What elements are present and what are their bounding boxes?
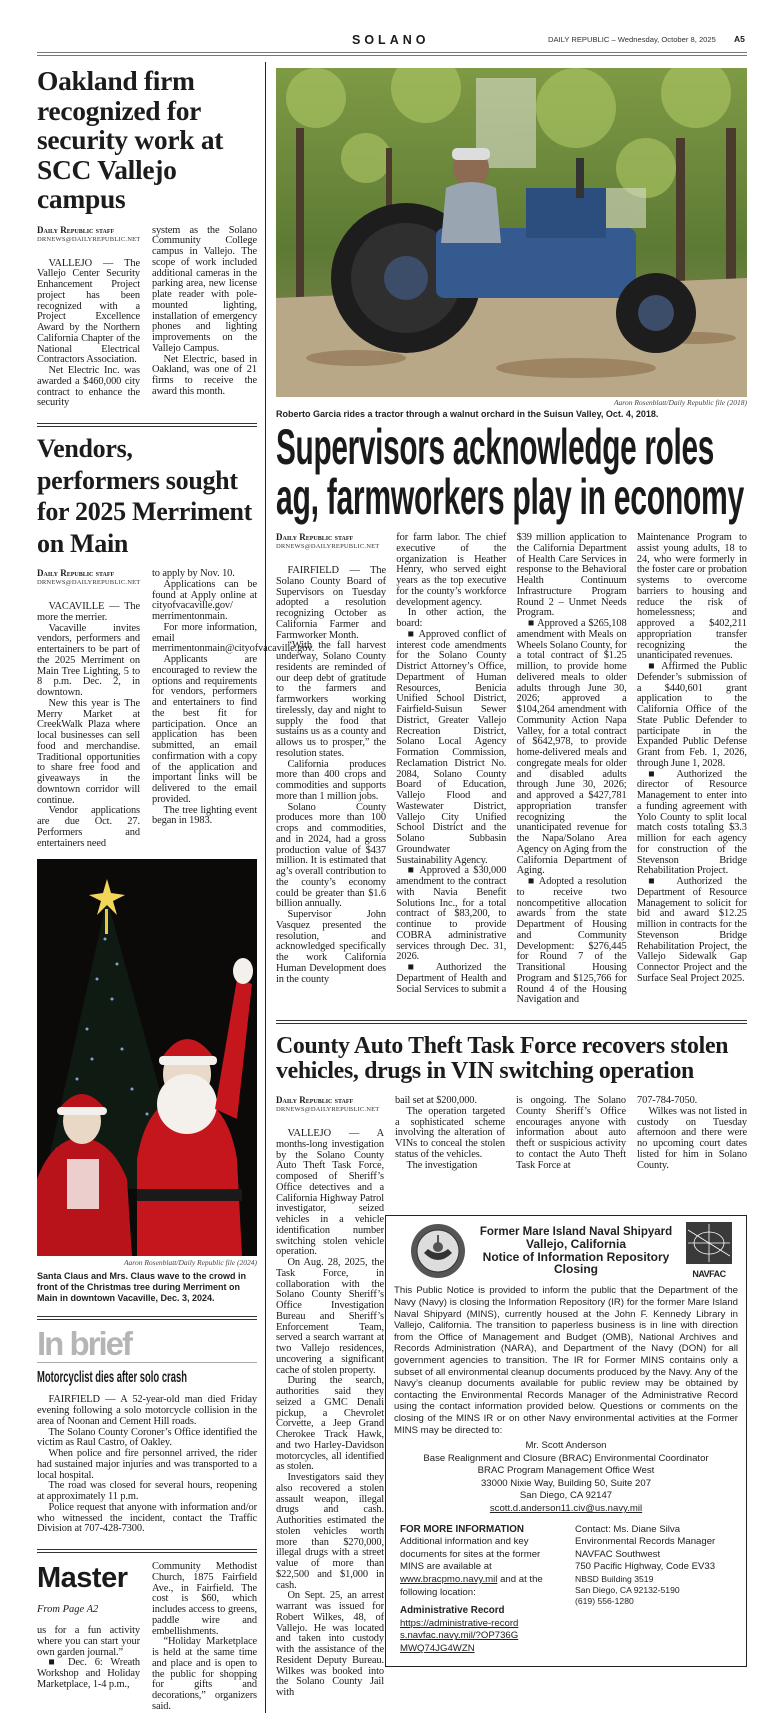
master-col-2 [152,1562,257,1713]
paragraph: The road was closed for several hours, reopening at approximately 11 p.m. [37,1480,257,1502]
admin-record-link[interactable]: https://administrative-records.navfac.navy.mil/?OP736GMWQ74JG4WZN [400,1617,519,1655]
column-divider [265,62,266,1713]
paragraph: The investigation [406,1159,478,1171]
paragraph: to apply by Nov. 10. [152,568,235,579]
silva-line: NBSD Building 3519 [575,1574,654,1585]
master-col-1 [37,1626,140,1691]
byline-staff: Daily Republic staff [276,532,354,542]
supervisors-col-3 [517,533,627,1006]
oakland-headline: Oakland firm recognized for security work at SCC Vallejo campus [37,65,224,214]
paragraph: for farm labor. The chief executive of the organization is Heather Henry, who served eight years as the top executive for the county’s workforce development agency. [396,532,507,608]
paragraph: Police request that anyone with information and/or who witnessed the incident, contact the Traffic Division at 707-428-7300. [37,1501,257,1535]
paragraph: The tree lighting event began in 1983. [152,804,257,827]
notice-title-line: Vallejo, California [525,1237,627,1252]
autotheft-body [276,1096,747,1699]
byline-staff: Daily Republic staff [37,568,115,578]
paragraph: “Holiday Marketplace is held at the same time and place and is open to the public for shopping for gifts and decorations,” organizers said. [152,1636,257,1712]
paragraph: Community Methodist Church, 1875 Fairfield Ave., in Fairfield. The cost is $60, which includes access to greens, paddle wire and embellishments. [152,1561,257,1637]
santa-photo [37,859,257,1256]
paragraph: VACAVILLE — The more the merrier. [37,601,140,623]
supervisors-byline [276,533,386,551]
oakland-col-2 [152,226,257,398]
supervisors-headline-line-2: ag, farmworkers play in economy [276,469,744,525]
page-number: A5 [734,34,745,44]
autotheft-col-1 [276,1129,384,1699]
paragraph: system as the Solano Community College campus in Vallejo. The scope of work included additional cameras in the parking area, new license plate reader with pole-mounted lighting, installation of emergency phones and lighting improvements on the Vallejo Campus. [152,224,257,354]
paragraph: us for a fun activity where you can start your own garden journal.” [37,1625,140,1658]
section-name: SOLANO [352,33,430,47]
supervisors-col-2 [396,533,506,995]
supervisors-col-1-wrap [276,533,386,985]
supervisors-body [276,533,747,1006]
master-body [37,1562,257,1713]
more-info-text: Additional information and key documents for sites at the former MINS are available at [400,1536,541,1573]
in-brief-label: In brief [37,1326,257,1363]
silva-line: (619) 556-1280 [575,1596,634,1607]
more-info-heading: FOR MORE INFORMATION [400,1523,524,1535]
autotheft-byline [276,1096,384,1114]
more-info-text-2: and at the following location: [400,1574,543,1598]
paragraph: is ongoing. The Solano County Sheriff’s Office encourages anyone with information about auto theft or suspicious activity to contact the Auto Theft Task Force at [516,1095,626,1171]
autotheft-col-4 [637,1096,747,1171]
tractor-photo [276,68,747,397]
paragraph: bail set at $200,000. [395,1095,477,1106]
paragraph: 707-784-7050. [637,1095,698,1106]
paragraph: During the search, authorities said they seized a GMC Denali pickup, a Chevrolet Corvette, a Jeep Grand Cherokee Track Hawk, and two Harley-Davidson motorcycles, all identified as stolen. [276,1375,384,1473]
oakland-byline [37,226,140,244]
paragraph: ■ Approved a $265,108 amendment with Meals on Wheels Solano County, for a total contract of $1.25 million, to provide home delivered meals to older adults through June 30, 2026; approved a $104,264 amendment with Community Action Napa Valley, for a total contract of $642,978, to provide home-delivered meals and congregate meals for older and disabled adults through June 30, 2026; and approved a $427,781 appropriation transfer recognizing the unanticipated revenue for the Napa/Solano Area Agency on Aging from the California Department of Aging. [516,618,627,877]
right-column [276,68,747,1699]
paragraph: On Sept. 25, an arrest warrant was issued for Robert Wilkes, 48, of Vallejo. He was located and taken into custody with the assistance of the Resident Deputy Bureau. Wilkes was booked into the Solano County Jail with [276,1590,384,1698]
admin-record-heading: Administrative Record [400,1605,505,1617]
paragraph: Supervisor John Vasquez presented the resolution, and acknowledged specifically the work California Human Development does in the county [276,909,386,985]
paragraph: Vendor applications are due Oct. 27. Performers and entertainers need [37,805,140,849]
notice-body: This Public Notice is provided to inform the public that the Department of the Navy (Navy) is closing the Information Repository (IR) for the former Mare Island Naval Shipyard (MINS), currently housed at the John F. Kennedy Library in Vallejo, California. The transition to paperless business is in line with direction from the Office of Management and Budget (OMB), National Archives and Records Administration (NARA), and Department of the Navy (DON) for all government agencies to transition. The IR for Former MINS contains only a subset of all environmental cleanup documents produced by the Navy. Any of the Navy’s cleanup documents available for public review may be obtained by contacting the Environmental Records Manager of the Administrative Record using the contact information provided below. Questions or comments on the closing of the MINS IR or on other Navy environmental activities at the Former MINS may be directed to: [394,1285,738,1436]
byline-staff: Daily Republic staff [276,1095,354,1105]
autotheft-headline: County Auto Theft Task Force recovers stolen vehicles, drugs in VIN switching operation [276,1033,729,1084]
tractor-photo-image [276,68,747,397]
paragraph: California produces more than 400 crops and commodities and supports more than 1 million jobs. [276,758,386,802]
paragraph: Maintenance Program to assist young adults, 18 to 24, who were formerly in the foster care or probation systems to overcome barriers to housing and reduce the risk of homelessness; and approved a $402,211 appropriation transfer recognizing the unanticipated revenues. [636,532,747,662]
byline-email: DRNEWS@DAILYREPUBLIC.NET [276,1106,380,1113]
paragraph: ■ Authorized the Department of Resource Management to solicit for bid and award $12.25 million in contracts for the Stevenson Bridge Rehabilitation Project, the Vallejo Sidewalk Gap Connector Project and the Surface Seal Project 2025. [636,876,747,984]
paragraph: Applications can be found at Apply online at cityofvacaville.gov/ merrimentonmain. [152,578,257,622]
paragraph: Applicants are encouraged to review the options and requirements for vendors, performers and entertainers to find the best fit for participation. Once an application has been submitted, an email confirmation with a copy of the application and important links will be delivered to the email provided. [152,654,257,805]
tractor-photo-credit: Aaron Rosenblatt/Daily Republic file (2018) [613,398,747,407]
paragraph: The operation targeted a sophisticated scheme involving the alteration of VINs to conceal the stolen status of the vehicles. [395,1105,505,1160]
notice-title [466,1226,686,1276]
paragraph: When police and fire personnel arrived, the rider had sustained major injuries and was transported to a local hospital. [37,1448,257,1481]
silva-line: San Diego, CA 92132-5190 [575,1585,680,1596]
master-jump: From Page A2 [37,1604,99,1615]
vendors-col-1-wrap [37,569,140,849]
left-column [37,65,315,1713]
vendors-headline: Vendors, performers sought for 2025 Merriment on Main [37,434,253,558]
paragraph: VALLEJO — The Vallejo Center Security Enhancement Project project has been recognized with a Project Excellence Award by the Northern California Chapter of the National Electrical Contractors Association. [37,257,140,366]
contact-email-link[interactable]: scott.d.anderson11.civ@us.navy.mil [489,1503,643,1515]
master-col-1-wrap [37,1562,140,1691]
notice-title-line: Former Mare Island Naval Shipyard [479,1225,673,1238]
motorcyclist-headline-text: Motorcyclist dies after solo crash [37,1369,187,1387]
motorcyclist-body [37,1395,257,1535]
paragraph: ■ Dec. 6: Wreath Workshop and Holiday Marketplace, 1-4 p.m., [37,1657,140,1690]
paragraph: VALLEJO — A months-long investigation by the Solano County Auto Theft Task Force, composed of Sheriff’s Office detectives and a California Highway Patrol investigator, seized vehicles in a vehicle identification number switching stolen vehicle operation. [276,1128,384,1258]
autotheft-col-3 [516,1096,626,1171]
paragraph: For more information, email merrimentonmain@cityofvacaville.gov. [152,621,315,655]
supervisors-col-4 [637,533,747,985]
paragraph: ■ Approved a $30,000 amendment to the contract with Navia Benefit Solutions Inc., for a total contract of $83,200, to continue to provide COBRA administrative services through Dec. 31, 2026. [396,865,507,963]
section-rule [37,1549,257,1553]
autotheft-col-1-wrap [276,1096,384,1699]
santa-photo-caption: Santa Claus and Mrs. Claus wave to the crowd in front of the Christmas tree during Merriment on Main in downtown Vacaville, Dec. 3, 2024. [37,1271,247,1304]
paragraph: Vacaville invites vendors, performers and entertainers to be part of the 2025 Merriment on Main Tree Lighting, 5 to 8 p.m. Dec. 2, in downtown. [37,622,140,698]
paragraph: Net Electric, based in Oakland, was one of 21 firms to receive the award this month. [152,353,257,397]
notice-bottom [394,1524,738,1656]
supervisors-headline-line-1: Supervisors acknowledge roles [276,422,714,475]
byline-staff: Daily Republic staff [37,224,115,235]
byline-email: DRNEWS@DAILYREPUBLIC.NET [37,579,141,586]
more-information [400,1524,565,1656]
autotheft-col-2 [395,1096,505,1171]
santa-photo-image [37,859,257,1256]
byline-email: DRNEWS@DAILYREPUBLIC.NET [276,543,380,550]
paragraph: In other action, the board: [396,607,507,629]
navy-seal-icon [410,1223,466,1279]
section-rule [276,1020,747,1024]
contact-line: BRAC Program Management Office West [477,1465,655,1477]
oakland-col-1 [37,259,140,410]
section-rule [37,1316,257,1320]
paragraph: $39 million application to the California Department of Health Care Services in response to the Behavioral Health Continuum Infrastructure Program Round 2 – Unmet Needs Program. [516,532,627,619]
paper-date: DAILY REPUBLIC – Wednesday, October 8, 2025 [548,35,716,44]
contact-line: San Diego, CA 92147 [519,1490,613,1502]
paragraph: ■ Authorized the director of Resource Management to enter into a funding agreement with Yolo County to split local match costs totaling $3.3 million for each agency for construction of the Stevenson Bridge Rehabilitation Project. [636,768,747,877]
supervisors-headline [276,422,747,530]
contact-line: Mr. Scott Anderson [525,1440,607,1452]
notice-contact [394,1440,738,1516]
silva-line: 750 Pacific Highway, Code EV33 [575,1561,716,1573]
paragraph: On Aug. 28, 2025, the Task Force, in collaboration with the Solano County Sheriff’s Office Investigation Bureau and Sheriff’s Enforcement Team, served a search warrant at two Vallejo residences, uncovering a significant cache of stolen property. [276,1257,384,1376]
paragraph: Investigators said they also recovered a stolen assault weapon, illegal drugs and cash. Authorities estimated the stolen vehicles worth more than $270,000, illegal drugs with a street value of more than $22,500 and $1,000 in cash. [276,1472,384,1591]
vendors-byline [37,569,140,587]
vendors-body [37,568,315,849]
navfac-logo [686,1222,732,1279]
records-manager-contact [575,1524,738,1656]
paragraph: ■ Adopted a resolution to receive two noncompetitive allocation awards from the state Department of Housing and Community Development: $276,445 for Round 7 of the Transitional Housing Program and $125,766 for Round 4 of the Housing Navigation and [516,876,627,1006]
bracpmo-link[interactable]: www.bracpmo.navy.mil [400,1574,498,1586]
notice-header [394,1222,738,1279]
santa-photo-credit: Aaron Rosenblatt/Daily Republic file (2024) [123,1258,257,1268]
silva-line: Contact: Ms. Diane Silva [575,1523,681,1535]
paragraph: ■ Approved conflict of interest code amendments for the Solano County District Attorney’s Office, Department of Human Resources, Benicia Unified School District, Fairfield-Suisun Sewer District, Greater Vallejo Recreation District, Solano Local Agency Formation Commission, Reclamation District No. 2084, Solano County Board of Education, Vallejo Flood and Wastewater District, Vallejo City Unified School District and the Solano Subbasin Groundwater Sustainability Agency. [396,628,507,866]
contact-line: 33000 Nixie Way, Building 50, Suite 207 [480,1477,652,1489]
paragraph: Net Electric Inc. was awarded a $460,000 city contract to enhance the security [37,365,140,409]
paragraph: Solano County produces more than 100 crops and commodities, and in 2024, had a gross production value of $437 million. It is estimated that ag’s overall contribution to the county’s economy could be greater than $1.6 billion annually. [276,801,386,910]
oakland-col-1-wrap [37,226,140,410]
paragraph: Wilkes was not listed in custody on Tuesday afternoon and there were no upcoming court dates listed for him in Solano County. [637,1105,747,1171]
master-headline: Master [37,1562,128,1594]
silva-line: NAVFAC Southwest [575,1548,661,1560]
paragraph: New this year is The Merry Market at CreekWalk Plaza where local businesses can sell food and merchandise. Traditional opportunities to share free food and giveaways in the downtown corridor will continue. [37,697,140,806]
tractor-photo-caption: Roberto Garcia rides a tractor through a walnut orchard in the Suisun Valley, Oct. 4, 2018. [276,409,659,419]
silva-line: Environmental Records Manager [575,1536,716,1548]
paragraph: “With the fall harvest underway, Solano County residents are reminded of our deep debt of gratitude to the farmers and farmworkers working tirelessly, day and night to supply the food that sustains us as a county and allows us to prosper,” the resolution states. [276,640,386,759]
navfac-logo-text: NAVFAC [692,1269,726,1280]
paragraph: FAIRFIELD — A 52-year-old man died Friday evening following a solo motorcycle collision in the area of Noonan and Cement Hill roads. [37,1394,257,1427]
byline-email: DRNEWS@DAILYREPUBLIC.NET [37,235,141,243]
contact-line: Base Realignment and Closure (BRAC) Environmental Coordinator [423,1452,709,1464]
section-rule [37,423,257,427]
paragraph: ■ Affirmed the Public Defender’s submission of a $440,601 grant application to the California Office of the State Public Defender to participate in the Expanded Public Defense Grant from Feb. 1, 2026, through June 1, 2028. [636,661,747,769]
vendors-col-1 [37,602,140,849]
header-rule [37,52,747,56]
notice-title-line: Closing [554,1262,598,1277]
navy-public-notice [385,1215,747,1666]
motorcyclist-headline [37,1369,257,1388]
paragraph: ■ Authorized the Department of Health and Social Services to submit a [396,962,507,995]
paragraph: The Solano County Coroner’s Office identified the victim as Raul Castro, of Oakley. [37,1426,257,1449]
oakland-body [37,226,257,410]
vendors-col-2 [152,568,315,827]
supervisors-col-1 [276,566,386,985]
notice-title-line: Notice of Information Repository [482,1249,670,1264]
paragraph: FAIRFIELD — The Solano County Board of Supervisors on Tuesday adopted a resolution recognizing October as California Farmer and Farmworker Month. [276,565,386,641]
